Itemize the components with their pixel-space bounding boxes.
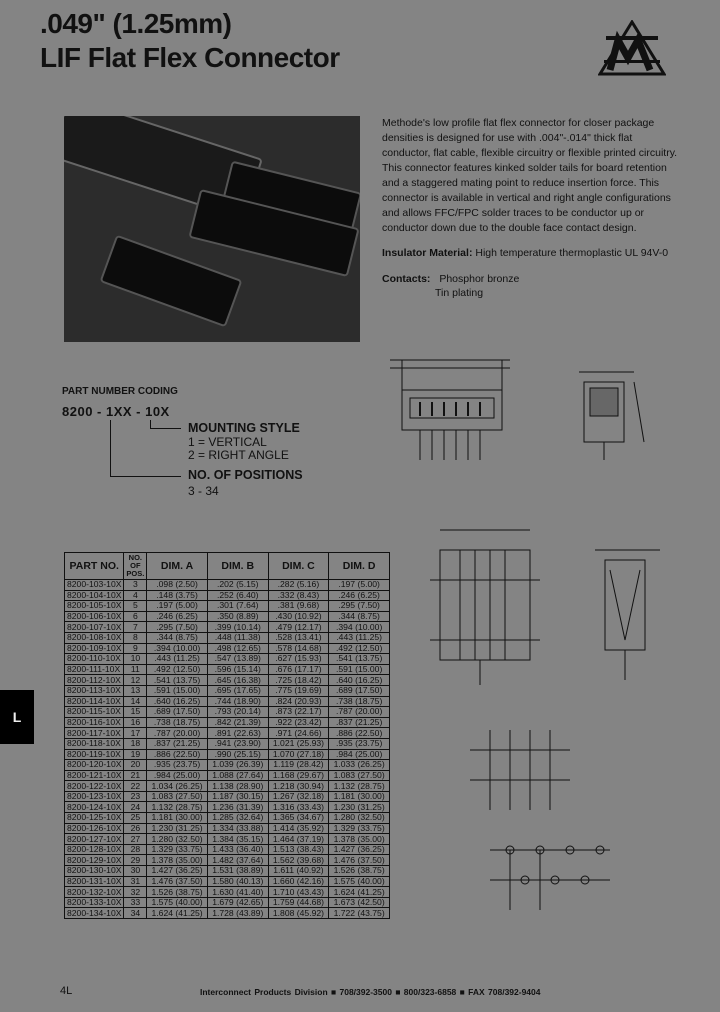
drawing-pcb-layout-vertical [430, 720, 580, 820]
table-cell: 1.267 (32.18) [268, 791, 329, 802]
table-cell: .344 (8.75) [147, 632, 208, 643]
table-cell: .443 (11.25) [329, 632, 390, 643]
table-cell: 1.378 (35.00) [329, 834, 390, 845]
table-cell: 1.464 (37.19) [268, 834, 329, 845]
table-row [65, 685, 390, 696]
table-cell: 29 [124, 855, 147, 866]
table-cell: 14 [124, 696, 147, 707]
positions-range: 3 - 34 [188, 484, 219, 498]
table-cell: .695 (17.65) [207, 685, 268, 696]
table-row [65, 696, 390, 707]
table-cell: 5 [124, 601, 147, 612]
table-row [65, 887, 390, 898]
table-cell: 1.759 (44.68) [268, 897, 329, 908]
table-cell: 1.414 (35.92) [268, 823, 329, 834]
table-cell: 1.630 (41.40) [207, 887, 268, 898]
table-cell: 8200-124-10X [65, 802, 124, 813]
table-cell: .971 (24.66) [268, 728, 329, 739]
table-cell: 8200-132-10X [65, 887, 124, 898]
table-row [65, 844, 390, 855]
table-cell: 1.476 (37.50) [329, 855, 390, 866]
table-cell: 1.513 (38.43) [268, 844, 329, 855]
table-cell: 17 [124, 728, 147, 739]
table-cell: 4 [124, 590, 147, 601]
table-cell: 12 [124, 675, 147, 686]
table-row [65, 664, 390, 675]
table-cell: .295 (7.50) [329, 601, 390, 612]
table-cell: 28 [124, 844, 147, 855]
table-cell: .627 (15.93) [268, 654, 329, 665]
section-tab: L [0, 690, 34, 744]
table-cell: 8200-107-10X [65, 622, 124, 633]
table-cell: .282 (5.16) [268, 580, 329, 591]
table-cell: .399 (10.14) [207, 622, 268, 633]
table-cell: .984 (25.00) [147, 770, 208, 781]
table-cell: .725 (18.42) [268, 675, 329, 686]
product-photo [64, 116, 360, 342]
contacts-value-2: Tin plating [435, 287, 484, 299]
table-cell: .252 (6.40) [207, 590, 268, 601]
table-cell: 1.181 (30.00) [147, 813, 208, 824]
table-cell: 1.088 (27.64) [207, 770, 268, 781]
table-cell: 1.230 (31.25) [329, 802, 390, 813]
table-cell: 8200-118-10X [65, 738, 124, 749]
table-cell: .492 (12.50) [147, 664, 208, 675]
table-cell: .990 (25.15) [207, 749, 268, 760]
table-cell: .098 (2.50) [147, 580, 208, 591]
table-cell: 1.575 (40.00) [147, 897, 208, 908]
table-cell: 1.526 (38.75) [147, 887, 208, 898]
table-cell: 1.083 (27.50) [147, 791, 208, 802]
table-cell: 9 [124, 643, 147, 654]
table-cell: 1.531 (38.89) [207, 866, 268, 877]
drawing-right-angle-side [590, 520, 670, 690]
table-cell: .640 (16.25) [147, 696, 208, 707]
table-cell: 1.378 (35.00) [147, 855, 208, 866]
table-cell: .787 (20.00) [329, 707, 390, 718]
col-dim-b: DIM. B [207, 553, 268, 580]
table-cell: 1.476 (37.50) [147, 876, 208, 887]
table-cell: .350 (8.89) [207, 611, 268, 622]
table-cell: .394 (10.00) [147, 643, 208, 654]
table-cell: 25 [124, 813, 147, 824]
table-cell: 8200-103-10X [65, 580, 124, 591]
table-cell: .528 (13.41) [268, 632, 329, 643]
table-cell: 1.329 (33.75) [147, 844, 208, 855]
table-cell: 1.433 (36.40) [207, 844, 268, 855]
table-cell: 1.427 (36.25) [147, 866, 208, 877]
table-cell: 8200-113-10X [65, 685, 124, 696]
table-cell: .775 (19.69) [268, 685, 329, 696]
contacts-value-1: Phosphor bronze [439, 273, 520, 285]
table-cell: .246 (6.25) [329, 590, 390, 601]
table-cell: .541 (13.75) [329, 654, 390, 665]
table-cell: 13 [124, 685, 147, 696]
table-row [65, 908, 390, 919]
table-cell: .824 (20.93) [268, 696, 329, 707]
table-cell: .738 (18.75) [329, 696, 390, 707]
positions-label: NO. OF POSITIONS [188, 468, 303, 482]
table-cell: 8200-121-10X [65, 770, 124, 781]
table-row [65, 791, 390, 802]
table-cell: .197 (5.00) [329, 580, 390, 591]
table-cell: 1.039 (26.39) [207, 760, 268, 771]
col-dim-d: DIM. D [329, 553, 390, 580]
table-cell: 7 [124, 622, 147, 633]
table-cell: 8200-117-10X [65, 728, 124, 739]
table-cell: .886 (22.50) [329, 728, 390, 739]
contacts-label: Contacts: [382, 273, 431, 285]
product-description: Methode's low profile flat flex connector for closer package densities is designed for use with .004"-.014" thick flat conductor, flat cable, flexible circuitry or flexible printed circuitry. This connector features kinked solder tails for board retention and a staggered mating point to reduce insertion force. This connector is available in vertical and right angle configurations and allows FFC/FPC solder traces to be conductor up or conductor down due to the double face contact design. [382, 117, 678, 234]
table-row [65, 654, 390, 665]
table-cell: .935 (23.75) [329, 738, 390, 749]
table-cell: 8200-120-10X [65, 760, 124, 771]
table-row [65, 813, 390, 824]
table-cell: 1.384 (35.15) [207, 834, 268, 845]
drawing-vertical-side [574, 352, 654, 464]
table-cell: .689 (17.50) [147, 707, 208, 718]
mounting-option-right-angle: 2 = RIGHT ANGLE [188, 448, 289, 462]
table-row [65, 590, 390, 601]
table-cell: 1.660 (42.16) [268, 876, 329, 887]
table-row [65, 781, 390, 792]
table-cell: 1.132 (28.75) [329, 781, 390, 792]
table-cell: .744 (18.90) [207, 696, 268, 707]
table-cell: 21 [124, 770, 147, 781]
table-cell: .202 (5.15) [207, 580, 268, 591]
table-cell: 1.722 (43.75) [329, 908, 390, 919]
table-cell: 6 [124, 611, 147, 622]
table-cell: 8200-105-10X [65, 601, 124, 612]
table-cell: .591 (15.00) [329, 664, 390, 675]
table-cell: 1.526 (38.75) [329, 866, 390, 877]
table-cell: 8200-122-10X [65, 781, 124, 792]
table-cell: .547 (13.89) [207, 654, 268, 665]
table-row [65, 717, 390, 728]
table-cell: 34 [124, 908, 147, 919]
contacts-spec [382, 272, 519, 286]
table-row [65, 643, 390, 654]
table-cell: 8200-119-10X [65, 749, 124, 760]
col-dim-a: DIM. A [147, 553, 208, 580]
table-cell: .394 (10.00) [329, 622, 390, 633]
parts-table [64, 552, 390, 919]
footer-contact-info: Interconnect Products Division ■ 708/392-3500 ■ 800/323-6858 ■ FAX 708/392-9404 [200, 987, 541, 997]
table-cell: .332 (8.43) [268, 590, 329, 601]
table-cell: 1.138 (28.90) [207, 781, 268, 792]
table-cell: 1.034 (26.25) [147, 781, 208, 792]
table-row [65, 580, 390, 591]
table-cell: .689 (17.50) [329, 685, 390, 696]
table-cell: 8200-133-10X [65, 897, 124, 908]
table-cell: .492 (12.50) [329, 643, 390, 654]
table-cell: .787 (20.00) [147, 728, 208, 739]
table-cell: .837 (21.25) [147, 738, 208, 749]
table-cell: .578 (14.68) [268, 643, 329, 654]
methode-logo-icon [598, 20, 666, 76]
table-cell: 1.236 (31.39) [207, 802, 268, 813]
table-cell: 8200-125-10X [65, 813, 124, 824]
table-cell: .443 (11.25) [147, 654, 208, 665]
table-cell: .645 (16.38) [207, 675, 268, 686]
table-cell: 1.334 (33.88) [207, 823, 268, 834]
table-cell: 1.083 (27.50) [329, 770, 390, 781]
table-row [65, 707, 390, 718]
parts-table-body [65, 580, 390, 919]
table-row [65, 866, 390, 877]
table-cell: .197 (5.00) [147, 601, 208, 612]
table-cell: 1.365 (34.67) [268, 813, 329, 824]
table-row [65, 611, 390, 622]
table-row [65, 897, 390, 908]
table-cell: 15 [124, 707, 147, 718]
table-cell: .935 (23.75) [147, 760, 208, 771]
table-cell: 8200-112-10X [65, 675, 124, 686]
col-part-no: PART NO. [65, 553, 124, 580]
table-cell: 1.285 (32.64) [207, 813, 268, 824]
table-cell: 8200-108-10X [65, 632, 124, 643]
table-cell: 8200-110-10X [65, 654, 124, 665]
table-cell: .941 (23.90) [207, 738, 268, 749]
table-cell: 1.562 (39.68) [268, 855, 329, 866]
table-row [65, 675, 390, 686]
table-cell: 8200-126-10X [65, 823, 124, 834]
parts-table-header [65, 553, 390, 580]
table-cell: 1.624 (41.25) [329, 887, 390, 898]
table-cell: 8200-129-10X [65, 855, 124, 866]
table-cell: .891 (22.63) [207, 728, 268, 739]
table-cell: 1.181 (30.00) [329, 791, 390, 802]
table-cell: .448 (11.38) [207, 632, 268, 643]
table-cell: 1.580 (40.13) [207, 876, 268, 887]
part-coding-code: 8200 - 1XX - 10X [62, 404, 170, 419]
table-cell: 18 [124, 738, 147, 749]
table-cell: .922 (23.42) [268, 717, 329, 728]
table-row [65, 823, 390, 834]
table-row [65, 760, 390, 771]
table-cell: .842 (21.39) [207, 717, 268, 728]
insulator-value: High temperature thermoplastic UL 94V-0 [475, 247, 669, 259]
table-row [65, 749, 390, 760]
table-cell: 1.021 (25.93) [268, 738, 329, 749]
insulator-label: Insulator Material: [382, 247, 473, 259]
table-cell: 1.119 (28.42) [268, 760, 329, 771]
table-cell: .498 (12.65) [207, 643, 268, 654]
table-cell: 8200-134-10X [65, 908, 124, 919]
table-cell: .886 (22.50) [147, 749, 208, 760]
table-cell: 16 [124, 717, 147, 728]
table-cell: 22 [124, 781, 147, 792]
page-number: 4L [60, 985, 73, 997]
mounting-option-vertical: 1 = VERTICAL [188, 435, 267, 449]
table-cell: 20 [124, 760, 147, 771]
table-cell: .837 (21.25) [329, 717, 390, 728]
table-cell: 1.679 (42.65) [207, 897, 268, 908]
table-cell: 23 [124, 791, 147, 802]
table-cell: .873 (22.17) [268, 707, 329, 718]
table-cell: 3 [124, 580, 147, 591]
table-cell: 8200-128-10X [65, 844, 124, 855]
table-cell: 1.611 (40.92) [268, 866, 329, 877]
table-cell: 1.575 (40.00) [329, 876, 390, 887]
table-row [65, 802, 390, 813]
table-cell: 8200-109-10X [65, 643, 124, 654]
table-cell: 31 [124, 876, 147, 887]
table-cell: 8 [124, 632, 147, 643]
table-cell: 1.624 (41.25) [147, 908, 208, 919]
table-cell: 8200-123-10X [65, 791, 124, 802]
table-cell: 1.168 (29.67) [268, 770, 329, 781]
table-cell: 1.280 (32.50) [329, 813, 390, 824]
table-row [65, 770, 390, 781]
table-cell: .541 (13.75) [147, 675, 208, 686]
table-cell: .301 (7.64) [207, 601, 268, 612]
positions-leader-line [110, 420, 181, 477]
table-row [65, 855, 390, 866]
table-cell: 8200-115-10X [65, 707, 124, 718]
table-row [65, 632, 390, 643]
table-cell: 1.482 (37.64) [207, 855, 268, 866]
insulator-spec [382, 246, 668, 260]
table-row [65, 622, 390, 633]
table-cell: 1.070 (27.18) [268, 749, 329, 760]
table-cell: .381 (9.68) [268, 601, 329, 612]
col-positions: NO. OF POS. [124, 553, 147, 580]
table-row [65, 876, 390, 887]
table-cell: .148 (3.75) [147, 590, 208, 601]
table-cell: 8200-111-10X [65, 664, 124, 675]
table-cell: .246 (6.25) [147, 611, 208, 622]
table-cell: .430 (10.92) [268, 611, 329, 622]
table-cell: 1.673 (42.50) [329, 897, 390, 908]
table-cell: 30 [124, 866, 147, 877]
page-title: LIF Flat Flex Connector [40, 42, 340, 73]
table-cell: .793 (20.14) [207, 707, 268, 718]
table-cell: 26 [124, 823, 147, 834]
table-cell: 1.316 (33.43) [268, 802, 329, 813]
table-cell: 1.230 (31.25) [147, 823, 208, 834]
table-cell: .984 (25.00) [329, 749, 390, 760]
table-cell: 1.280 (32.50) [147, 834, 208, 845]
table-cell: 8200-114-10X [65, 696, 124, 707]
table-cell: 11 [124, 664, 147, 675]
table-cell: 10 [124, 654, 147, 665]
table-cell: 8200-106-10X [65, 611, 124, 622]
table-cell: 19 [124, 749, 147, 760]
table-cell: 1.033 (26.25) [329, 760, 390, 771]
table-row [65, 738, 390, 749]
table-cell: 1.187 (30.15) [207, 791, 268, 802]
title-size: .049" (1.25mm) [40, 8, 232, 39]
part-coding-heading: PART NUMBER CODING [62, 386, 178, 397]
table-cell: 1.329 (33.75) [329, 823, 390, 834]
drawing-right-angle-front [420, 520, 545, 690]
table-cell: .596 (15.14) [207, 664, 268, 675]
table-cell: .738 (18.75) [147, 717, 208, 728]
table-cell: 1.808 (45.92) [268, 908, 329, 919]
table-cell: 1.427 (36.25) [329, 844, 390, 855]
table-cell: 8200-131-10X [65, 876, 124, 887]
table-cell: .640 (16.25) [329, 675, 390, 686]
table-cell: 33 [124, 897, 147, 908]
drawing-pcb-layout-right-angle [490, 830, 610, 930]
table-cell: 1.728 (43.89) [207, 908, 268, 919]
table-cell: .591 (15.00) [147, 685, 208, 696]
table-cell: .676 (17.17) [268, 664, 329, 675]
table-cell: 24 [124, 802, 147, 813]
table-cell: 8200-127-10X [65, 834, 124, 845]
table-cell: .295 (7.50) [147, 622, 208, 633]
table-cell: 1.710 (43.43) [268, 887, 329, 898]
table-cell: 27 [124, 834, 147, 845]
table-cell: .479 (12.17) [268, 622, 329, 633]
table-row [65, 834, 390, 845]
table-cell: 8200-104-10X [65, 590, 124, 601]
mounting-style-label: MOUNTING STYLE [188, 421, 300, 435]
table-row [65, 601, 390, 612]
table-cell: 8200-116-10X [65, 717, 124, 728]
table-cell: 1.218 (30.94) [268, 781, 329, 792]
table-cell: 1.132 (28.75) [147, 802, 208, 813]
table-cell: .344 (8.75) [329, 611, 390, 622]
table-cell: 8200-130-10X [65, 866, 124, 877]
table-cell: 32 [124, 887, 147, 898]
drawing-vertical-front [380, 350, 520, 470]
table-row [65, 728, 390, 739]
col-dim-c: DIM. C [268, 553, 329, 580]
